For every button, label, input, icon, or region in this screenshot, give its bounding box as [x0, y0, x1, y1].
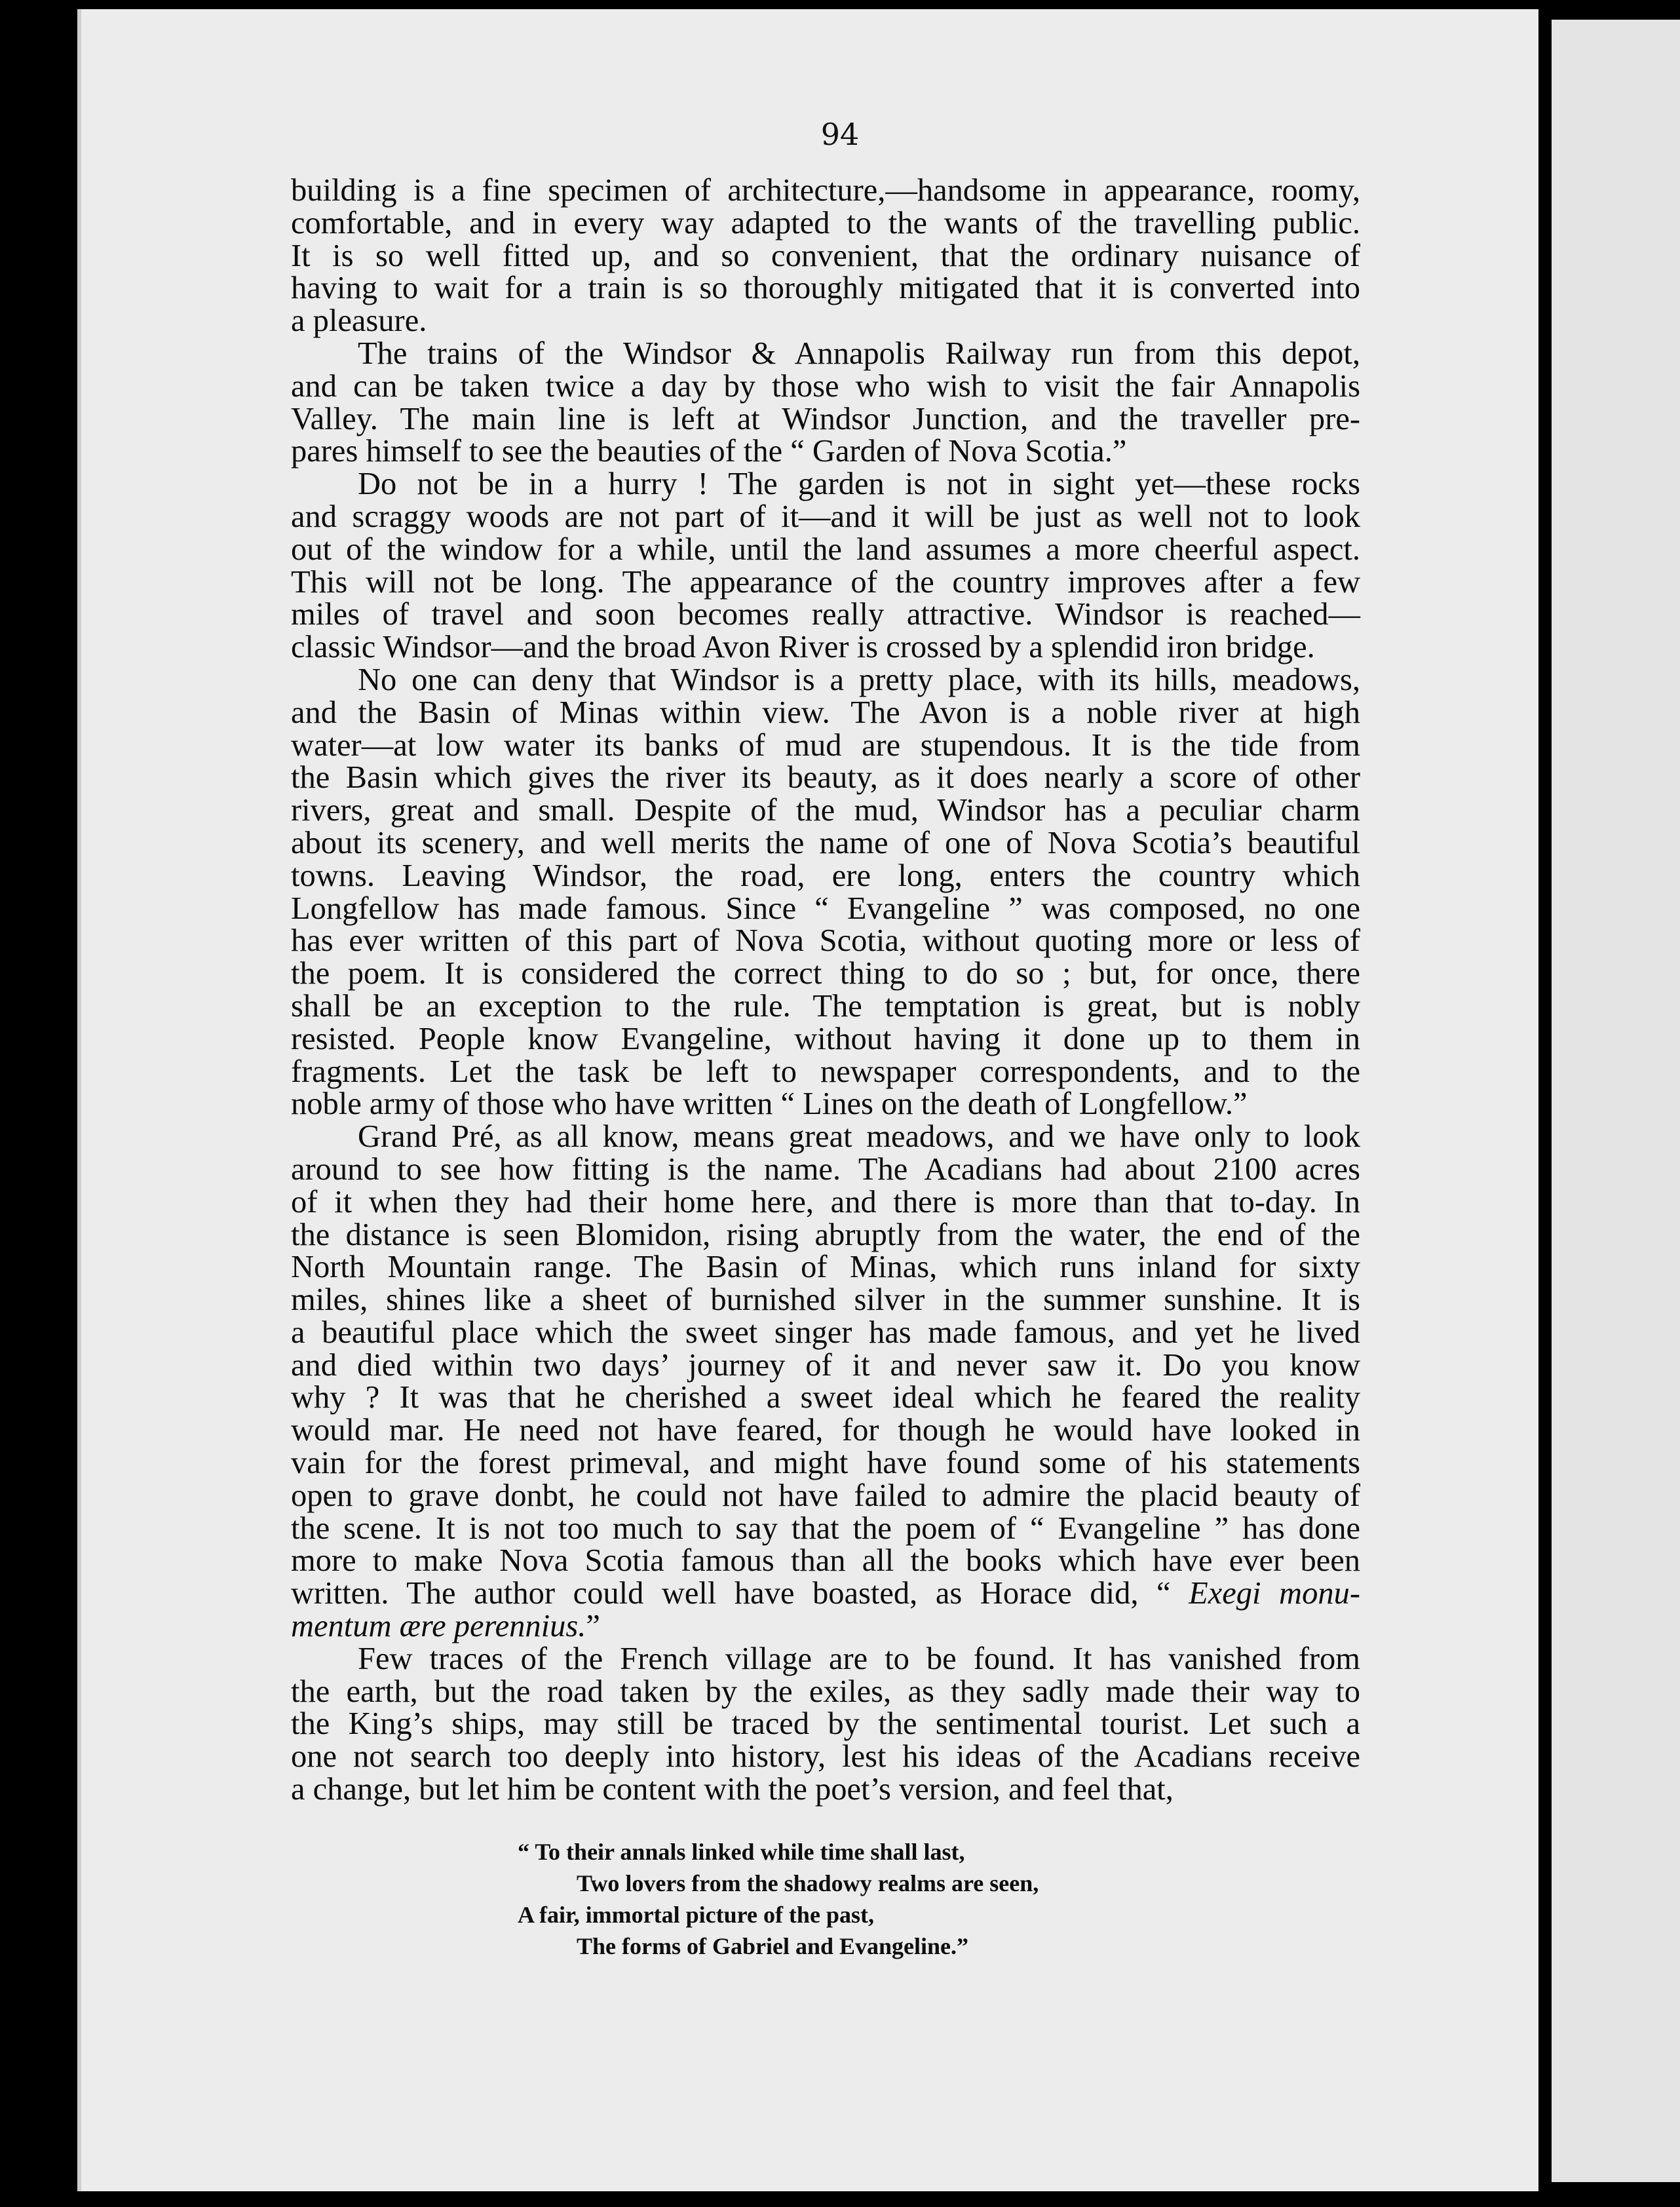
text-line: and can be taken twice a day by those who wish to visit the fair Annapolis: [291, 368, 1360, 404]
text-line: Valley. The main line is left at Windsor Junction, and the traveller pre-: [291, 401, 1360, 436]
text-line: the earth, but the road taken by the exiles, as they sadly made their way to: [291, 1674, 1360, 1709]
text-line: having to wait for a train is so thoroughly mitigated that it is converted into: [291, 271, 1360, 306]
text-line: the distance is seen Blomidon, rising abruptly from the water, the end of the: [291, 1217, 1360, 1252]
text-line: water—at low water its banks of mud are stupendous. It is the tide from: [291, 727, 1360, 763]
verse-line: A fair, immortal picture of the past,: [518, 1902, 874, 1928]
text-line: around to see how fitting is the name. The Acadians had about 2100 acres: [291, 1151, 1360, 1187]
text-line: towns. Leaving Windsor, the road, ere long, enters the country which: [291, 858, 1360, 893]
text-line: resisted. People know Evangeline, without having it done up to them in: [291, 1021, 1360, 1056]
body-text: [291, 174, 1360, 1806]
text-line: North Mountain range. The Basin of Minas, which runs inland for sixty: [291, 1250, 1360, 1285]
text-line: would mar. He need not have feared, for though he would have looked in: [291, 1413, 1360, 1448]
text-line: one not search too deeply into history, lest his ideas of the Acadians receive: [291, 1739, 1360, 1775]
text-line: the Basin which gives the river its beauty, as it does nearly a score of other: [291, 760, 1360, 796]
text-line: noble army of those who have written “ Lines on the death of Longfellow.”: [291, 1086, 1248, 1122]
page-number: 94: [820, 117, 860, 152]
text-line: Grand Pré, as all know, means great meadows, and we have only to look: [358, 1119, 1360, 1155]
text-line: building is a fine specimen of architecture,—handsome in appearance, roomy,: [291, 173, 1360, 208]
text-line: comfortable, and in every way adapted to the wants of the travelling public.: [291, 205, 1360, 240]
text-line: a change, but let him be content with the poet’s version, and feel that,: [291, 1772, 1174, 1807]
text-line: mentum ære perennius.”: [291, 1609, 600, 1644]
text-line: It is so well fitted up, and so convenient, that the ordinary nuisance of: [291, 238, 1360, 273]
verse-line: Two lovers from the shadowy realms are seen,: [577, 1870, 1039, 1896]
text-line: miles, shines like a sheet of burnished silver in the summer sunshine. It is: [291, 1282, 1360, 1318]
adjacent-page-edge: [1552, 20, 1680, 2182]
text-line: pares himself to see the beauties of the “ Garden of Nova Scotia.”: [291, 434, 1127, 469]
verse-line: The forms of Gabriel and Evangeline.”: [577, 1933, 969, 1959]
text-line: why ? It was that he cherished a sweet ideal which he feared the reality: [291, 1380, 1360, 1415]
text-line: and scraggy woods are not part of it—and it will be just as well not to look: [291, 499, 1360, 534]
verse-quotation: [518, 1836, 1039, 1962]
text-line: The trains of the Windsor & Annapolis Railway run from this depot,: [358, 336, 1360, 371]
text-line: the scene. It is not too much to say that the poem of “ Evangeline ” has done: [291, 1510, 1360, 1546]
text-line: Do not be in a hurry ! The garden is not in sight yet—these rocks: [358, 467, 1360, 502]
verse-line: “ To their annals linked while time shall last,: [518, 1839, 965, 1865]
text-line: This will not be long. The appearance of the country improves after a few: [291, 564, 1360, 600]
text-line: No one can deny that Windsor is a pretty place, with its hills, meadows,: [358, 662, 1360, 697]
text-line: has ever written of this part of Nova Scotia, without quoting more or less of: [291, 923, 1360, 959]
text-line: the King’s ships, may still be traced by the sentimental tourist. Let such a: [291, 1706, 1360, 1742]
text-line: fragments. Let the task be left to newspaper correspondents, and to the: [291, 1054, 1360, 1089]
text-line: written. The author could well have boasted, as Horace did, “ Exegi monu-: [291, 1576, 1360, 1611]
text-line: a beautiful place which the sweet singer has made famous, and yet he lived: [291, 1315, 1360, 1350]
text-line: Few traces of the French village are to be found. It has vanished from: [358, 1641, 1360, 1676]
text-line: and the Basin of Minas within view. The Avon is a noble river at high: [291, 695, 1360, 730]
text-line: and died within two days’ journey of it and never saw it. Do you know: [291, 1347, 1360, 1383]
text-line: miles of travel and soon becomes really attractive. Windsor is reached—: [291, 597, 1360, 632]
text-line: a pleasure.: [291, 303, 427, 339]
text-line: about its scenery, and well merits the name of one of Nova Scotia’s beautiful: [291, 825, 1360, 860]
text-line: shall be an exception to the rule. The temptation is great, but is nobly: [291, 988, 1360, 1024]
text-line: out of the window for a while, until the land assumes a more cheerful aspect.: [291, 531, 1360, 567]
text-line: open to grave donbt, he could not have failed to admire the placid beauty of: [291, 1478, 1360, 1513]
text-line: classic Windsor—and the broad Avon River is crossed by a splendid iron bridge.: [291, 630, 1315, 665]
text-line: of it when they had their home here, and there is more than that to-day. In: [291, 1184, 1360, 1219]
text-line: Longfellow has made famous. Since “ Evangeline ” was composed, no one: [291, 891, 1360, 926]
text-line: the poem. It is considered the correct thing to do so ; but, for once, there: [291, 956, 1360, 991]
text-line: rivers, great and small. Despite of the mud, Windsor has a peculiar charm: [291, 793, 1360, 828]
text-line: more to make Nova Scotia famous than all the books which have ever been: [291, 1543, 1360, 1579]
text-line: vain for the forest primeval, and might have found some of his statements: [291, 1446, 1360, 1481]
